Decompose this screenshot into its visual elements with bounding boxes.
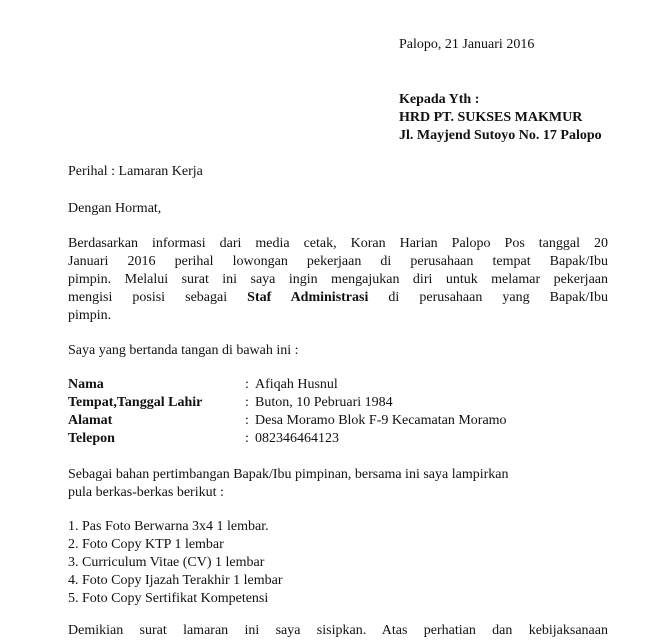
place-date: Palopo, 21 Januari 2016 <box>399 37 535 52</box>
identity-colon: : <box>245 431 249 446</box>
identity-value: 082346464123 <box>255 431 339 446</box>
attachment-item: 5. Foto Copy Sertifikat Kompetensi <box>68 591 269 606</box>
attachments-intro-line: pula berkas-berkas berikut : <box>68 485 224 500</box>
intro-line: Januari 2016 perihal lowongan pekerjaan di perusahaan tempat Bapak/Ibu <box>68 254 608 269</box>
closing-line: Demikian surat lamaran ini saya sisipkan. Atas perhatian dan kebijaksanaan <box>68 623 608 638</box>
identity-label: Telepon <box>68 431 115 446</box>
attachments-intro-line: Sebagai bahan pertimbangan Bapak/Ibu pimpinan, bersama ini saya lampirkan <box>68 467 509 482</box>
intro-position-post: di perusahaan yang Bapak/Ibu <box>388 290 608 305</box>
intro-line: Berdasarkan informasi dari media cetak, Koran Harian Palopo Pos tanggal 20 <box>68 236 608 251</box>
intro-paragraph <box>68 235 608 325</box>
identity-value: Afiqah Husnul <box>255 377 338 392</box>
attachment-item: 4. Foto Copy Ijazah Terakhir 1 lembar <box>68 573 283 588</box>
identity-value: Buton, 10 Pebruari 1984 <box>255 395 393 410</box>
position-title: Staf Administrasi <box>247 290 369 305</box>
identity-label: Alamat <box>68 413 113 428</box>
identity-value: Desa Moramo Blok F-9 Kecamatan Moramo <box>255 413 507 428</box>
identity-colon: : <box>245 413 249 428</box>
intro-line: pimpin. <box>68 308 112 323</box>
intro-line: pimpin. Melalui surat ini saya ingin mengajukan diri untuk melamar pekerjaan <box>68 272 608 287</box>
recipient-address: Jl. Mayjend Sutoyo No. 17 Palopo <box>399 128 602 143</box>
recipient-salutation: Kepada Yth : <box>399 92 480 107</box>
attachment-item: 2. Foto Copy KTP 1 lembar <box>68 537 224 552</box>
recipient-company: HRD PT. SUKSES MAKMUR <box>399 110 583 125</box>
greeting: Dengan Hormat, <box>68 201 162 216</box>
attachment-item: 1. Pas Foto Berwarna 3x4 1 lembar. <box>68 519 269 534</box>
identity-label: Tempat,Tanggal Lahir <box>68 395 203 410</box>
identity-label: Nama <box>68 377 104 392</box>
attachment-item: 3. Curriculum Vitae (CV) 1 lembar <box>68 555 265 570</box>
letter-subject: Perihal : Lamaran Kerja <box>68 164 203 179</box>
identity-colon: : <box>245 395 249 410</box>
signer-intro: Saya yang bertanda tangan di bawah ini : <box>68 343 299 358</box>
intro-line-position <box>68 289 608 307</box>
closing-paragraph <box>68 622 608 640</box>
identity-colon: : <box>245 377 249 392</box>
intro-position-pre: mengisi posisi sebagai <box>68 290 228 305</box>
